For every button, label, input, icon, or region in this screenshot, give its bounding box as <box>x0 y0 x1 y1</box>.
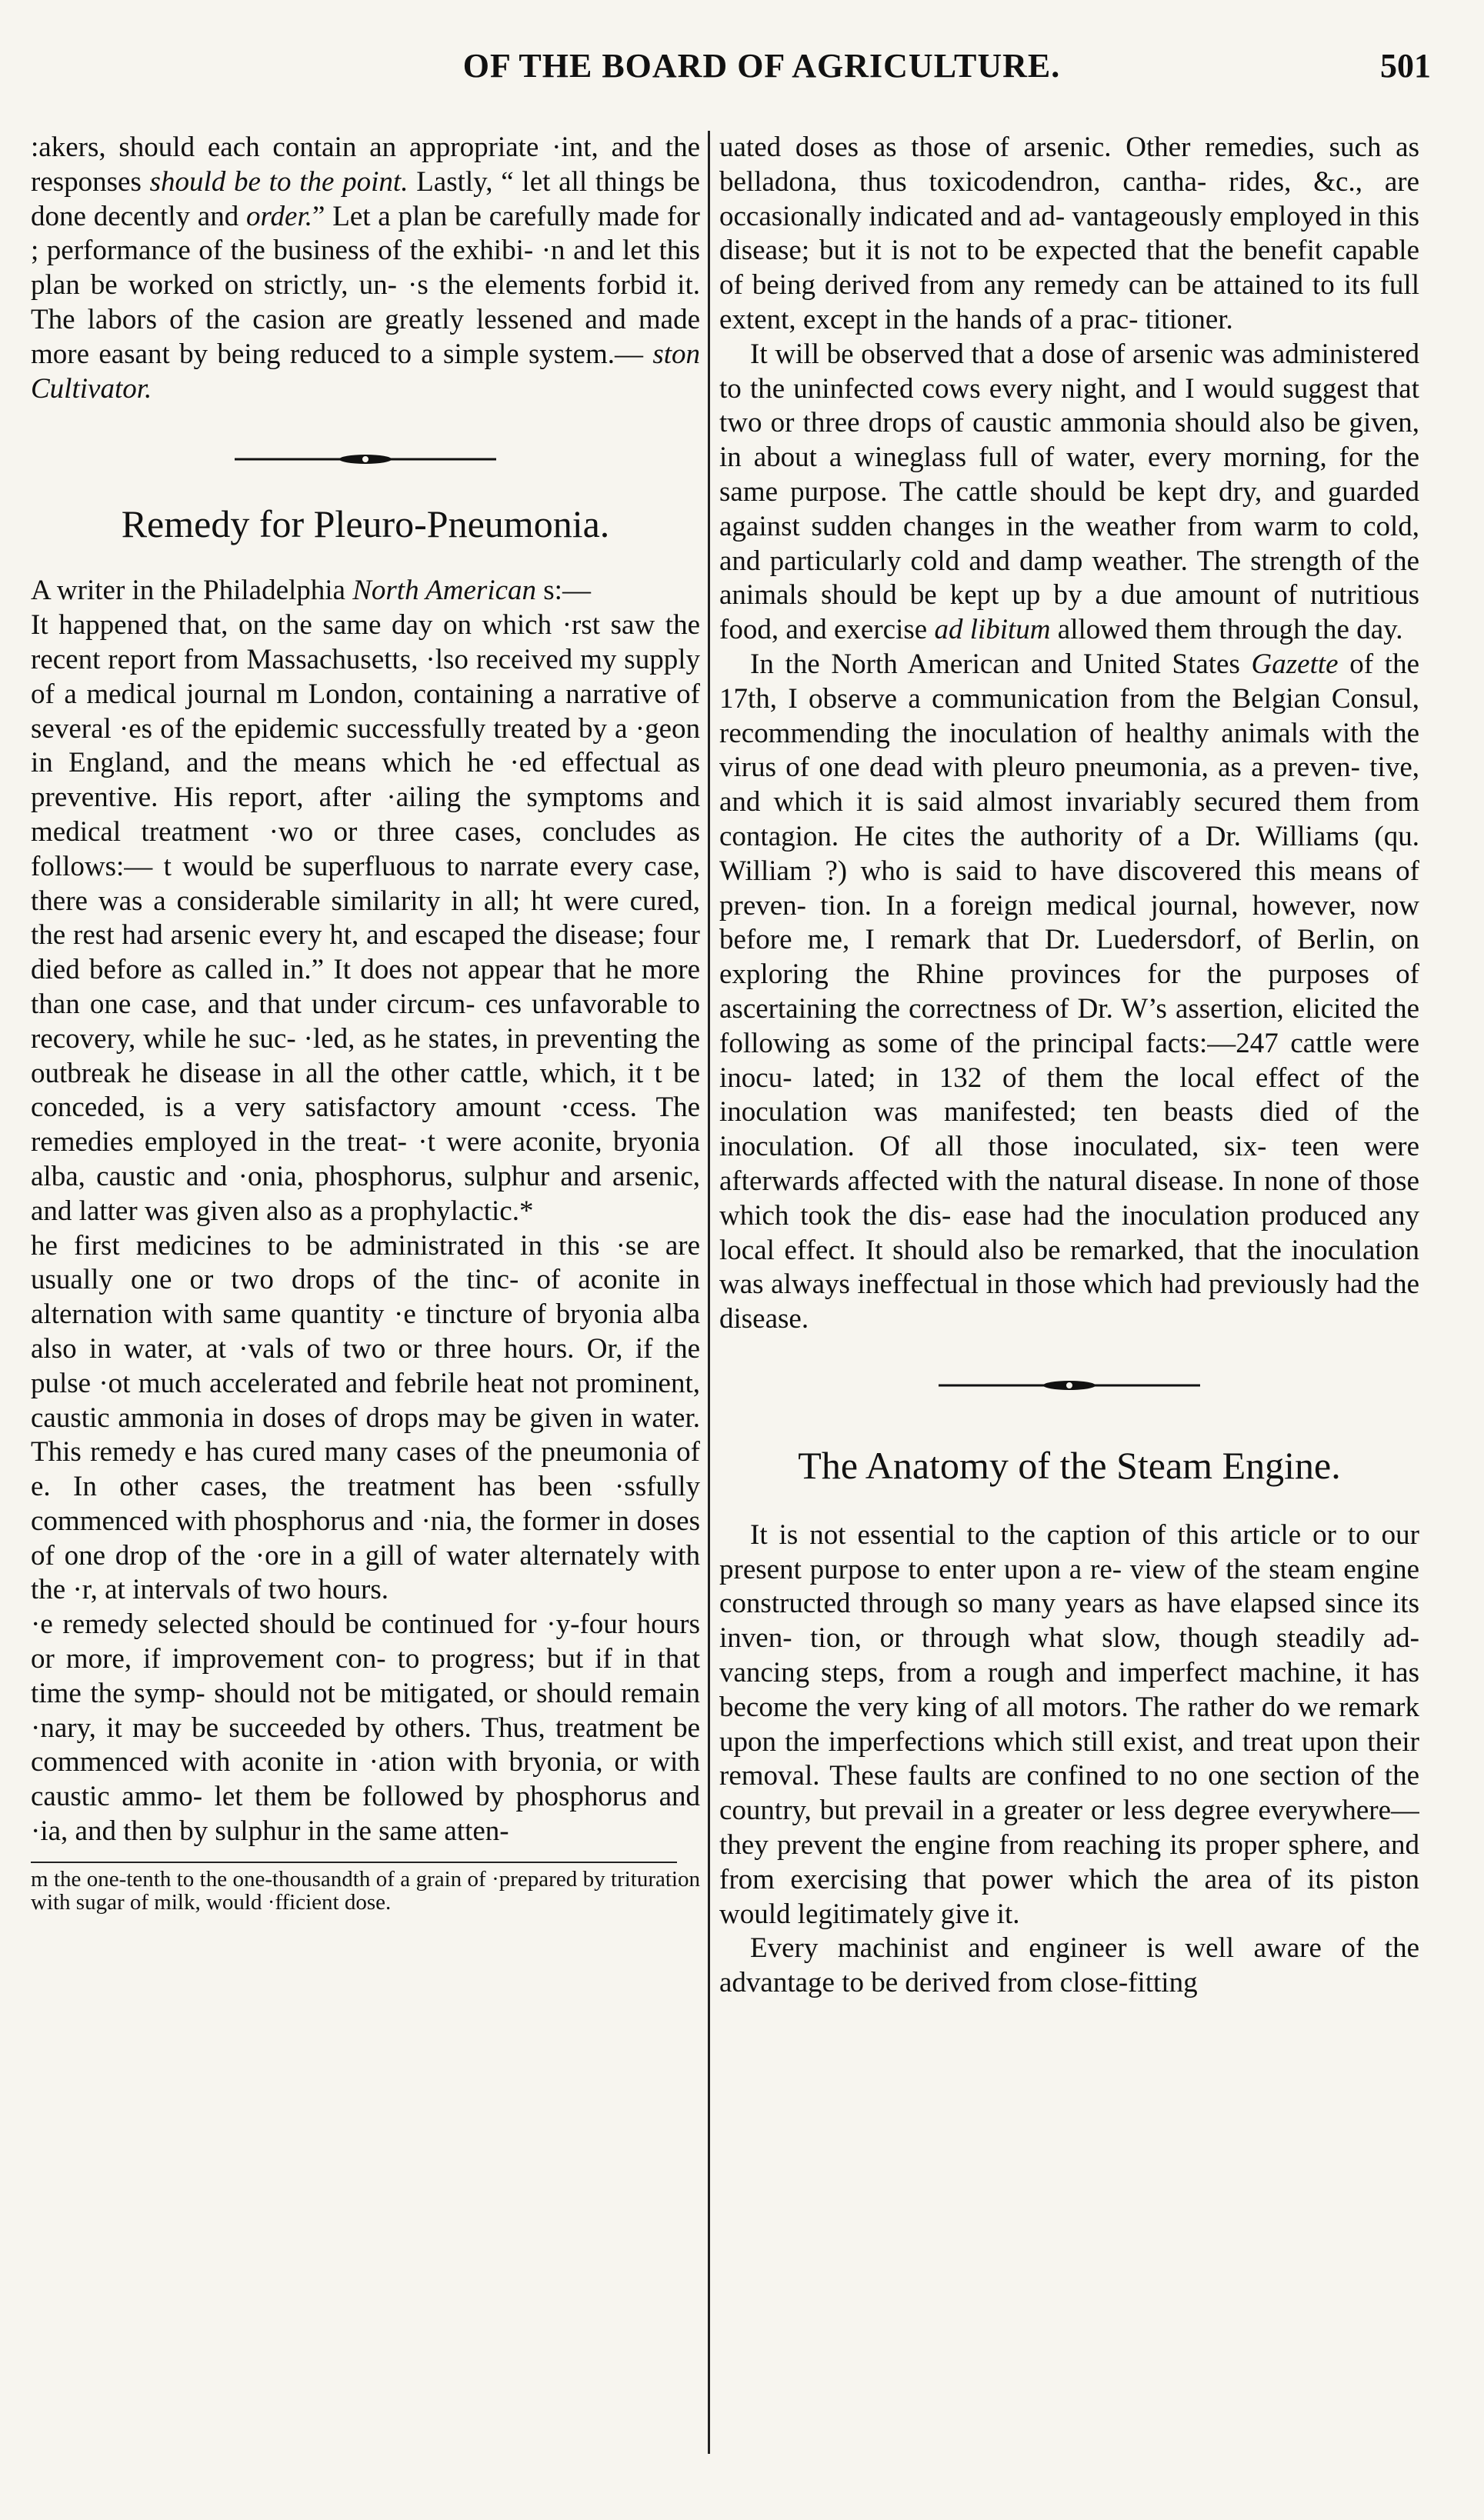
text-run: uated doses as those of arsenic. Other remedies, such as belladona, thus toxicodendron, cantha- rides, &c., are occasionally indicated and ad- vantageously employed in this disease; but it is not to be expected that the benefit capable of being derived from any remedy can be attained to its full extent, except in the hands of a prac- titioner. <box>719 132 1419 335</box>
italic-text: order. <box>246 200 313 232</box>
body-paragraph <box>719 648 1419 1337</box>
running-head: OF THE BOARD OF AGRICULTURE. <box>462 47 1061 85</box>
text-run: It will be observed that a dose of arsenic was administered to the uninfected cows every night, and I would suggest that two or three drops of caustic ammonia should also be given, in about a wineglass full of water, every morning, for the same purpose. The cattle should be kept dry, and guarded against sudden changes in the weather from warm to cold, and particularly cold and damp weather. The strength of the animals should be kept up by a due amount of nutritious food, and exercise <box>719 338 1419 646</box>
body-paragraph: It is not essential to the caption of this article or to our present purpose to enter upon a re- view of the steam engine constructed through so many years as have elapsed since its inven- tion, or through what slow, though steadily ad- vancing steps, from a rough and imperfect machine, it has become the very king of all motors. The rather do we remark upon the imperfections which still exist, and treat upon their removal. These faults are confined to no one section of the country, but prevail in a greater or less degree everywhere—they prevent the engine from reaching its proper sphere, and from exercising that power which the area of its piston would legitimately give it. <box>719 1518 1419 1930</box>
footnote-rule <box>31 1862 677 1863</box>
body-paragraph <box>719 338 1419 648</box>
text-run: ” Let a plan be carefully made for ; performance of the business of the exhibi- ·n and let this plan be worked on strictly, un- ·s the elements forbid it. The labors of the casion are greatly lessened and made more easant by being reduced to a simple system.— <box>31 200 700 370</box>
italic-text: ston Cultivator. <box>31 338 700 405</box>
footnote: m the one-tenth to the one-thousandth of a grain of ·prepared by trituration with sugar of milk, would ·fficient dose. <box>31 1866 700 1915</box>
article-title-steam-engine: The Anatomy of the Steam Engine. <box>798 1443 1341 1487</box>
article-title-pleuro: Remedy for Pleuro-Pneumonia. <box>121 502 610 546</box>
italic-text: should be to the point. <box>149 165 409 198</box>
body-paragraph: Every machinist and engineer is well aware of the advantage to be derived from close-fitting <box>719 1932 1419 1999</box>
text-run: A writer in the Philadelphia <box>31 575 353 607</box>
text-run: s:— <box>536 575 591 607</box>
column-divider <box>708 131 710 2454</box>
section-ornament <box>235 448 496 471</box>
left-column <box>31 131 700 2469</box>
text-run: ·int, and the responses <box>31 132 700 198</box>
section-ornament <box>939 1374 1200 1397</box>
body-paragraph: ·e remedy selected should be continued for ·y-four hours or more, if improvement con- to progress; but if in that time the symp- should not be mitigated, or should remain ·nary, it may be succeeded by others. Thus, treatment be commenced with aconite in ·ation with bryonia, or with caustic ammo- let them be followed by phosphorus and ·ia, and then by sulphur in the same atten- <box>31 1608 700 1848</box>
source-line <box>31 574 700 608</box>
page-number: 501 <box>1380 47 1431 85</box>
text-run: of the 17th, I observe a communication from the Belgian Consul, recommending the inoculation of healthy animals with the virus of one dead with pleuro pneumonia, as a preven- tive, and which it is said almost invariably secured them from contagion. He cites the authority of a Dr. Williams (qu. William ?) who is said to have discovered this means of preven- tion. In a foreign medical journal, however, now before me, I remark that Dr. Luedersdorf, of Berlin, on exploring the Rhine provinces for the purposes of ascertaining the correctness of Dr. W’s assertion, elicited the following as some of the principal facts:—247 cattle were inocu- lated; in 132 of them the local effect of the inoculation was manifested; ten beasts died of the inoculation. Of all those inoculated, six- teen were afterwards affected with the natural disease. In none of those which took the dis- ease had the inoculation produced any local effect. It should also be remarked, that the inoculation was always ineffectual in those which had previously had the disease. <box>719 648 1419 1335</box>
body-paragraph: It happened that, on the same day on which ·rst saw the recent report from Massachusetts, ·lso received my supply of a medical journal m London, containing a narrative of several ·es of the epidemic successfully treated by a ·geon in England, and the means which he ·ed effectual as preventive. His report, after ·ailing the symptoms and medical treatment ·wo or three cases, concludes as follows:— t would be superfluous to narrate every case, there was a considerable similarity in all; ht were cured, the rest had arsenic every ht, and escaped the disease; four died before as called in.” It does not appear that he more than one case, and that under circum- ces unfavorable to recovery, while he suc- ·led, as he states, in preventing the outbreak he disease in all the other cattle, which, it t be conceded, is a very satisfactory amount ·ccess. The remedies employed in the treat- ·t were aconite, bryonia alba, caustic and ·onia, phosphorus, sulphur and arsenic, and latter was given also as a prophylactic.* <box>31 609 700 1227</box>
italic-text: Gazette <box>1251 648 1339 680</box>
text-run: Lastly, “ let all things be done decently and <box>31 165 700 232</box>
text-run: allowed them through the day. <box>1050 614 1403 646</box>
body-paragraph <box>719 131 1419 338</box>
text-run: :akers, should each contain an appropriate <box>31 132 552 163</box>
page-header <box>31 46 1431 92</box>
text-run: In the North American and United States <box>750 648 1252 680</box>
right-column <box>719 131 1419 2469</box>
italic-text: North American <box>352 575 537 607</box>
italic-text: ad libitum <box>934 614 1051 646</box>
body-paragraph: he first medicines to be administrated in this ·se are usually one or two drops of the tinc- of aconite in alternation with same quantity ·e tincture of bryonia alba also in water, at ·vals of two or three hours. Or, if the pulse ·ot much accelerated and febrile heat not prominent, caustic ammonia in doses of drops may be given in water. This remedy e has cured many cases of the pneumonia of e. In other cases, the treatment has been ·ssfully commenced with phosphorus and ·nia, the former in doses of one drop of the ·ore in a gill of water alternately with the ·r, at intervals of two hours. <box>31 1229 700 1606</box>
intro-paragraph <box>31 131 700 406</box>
